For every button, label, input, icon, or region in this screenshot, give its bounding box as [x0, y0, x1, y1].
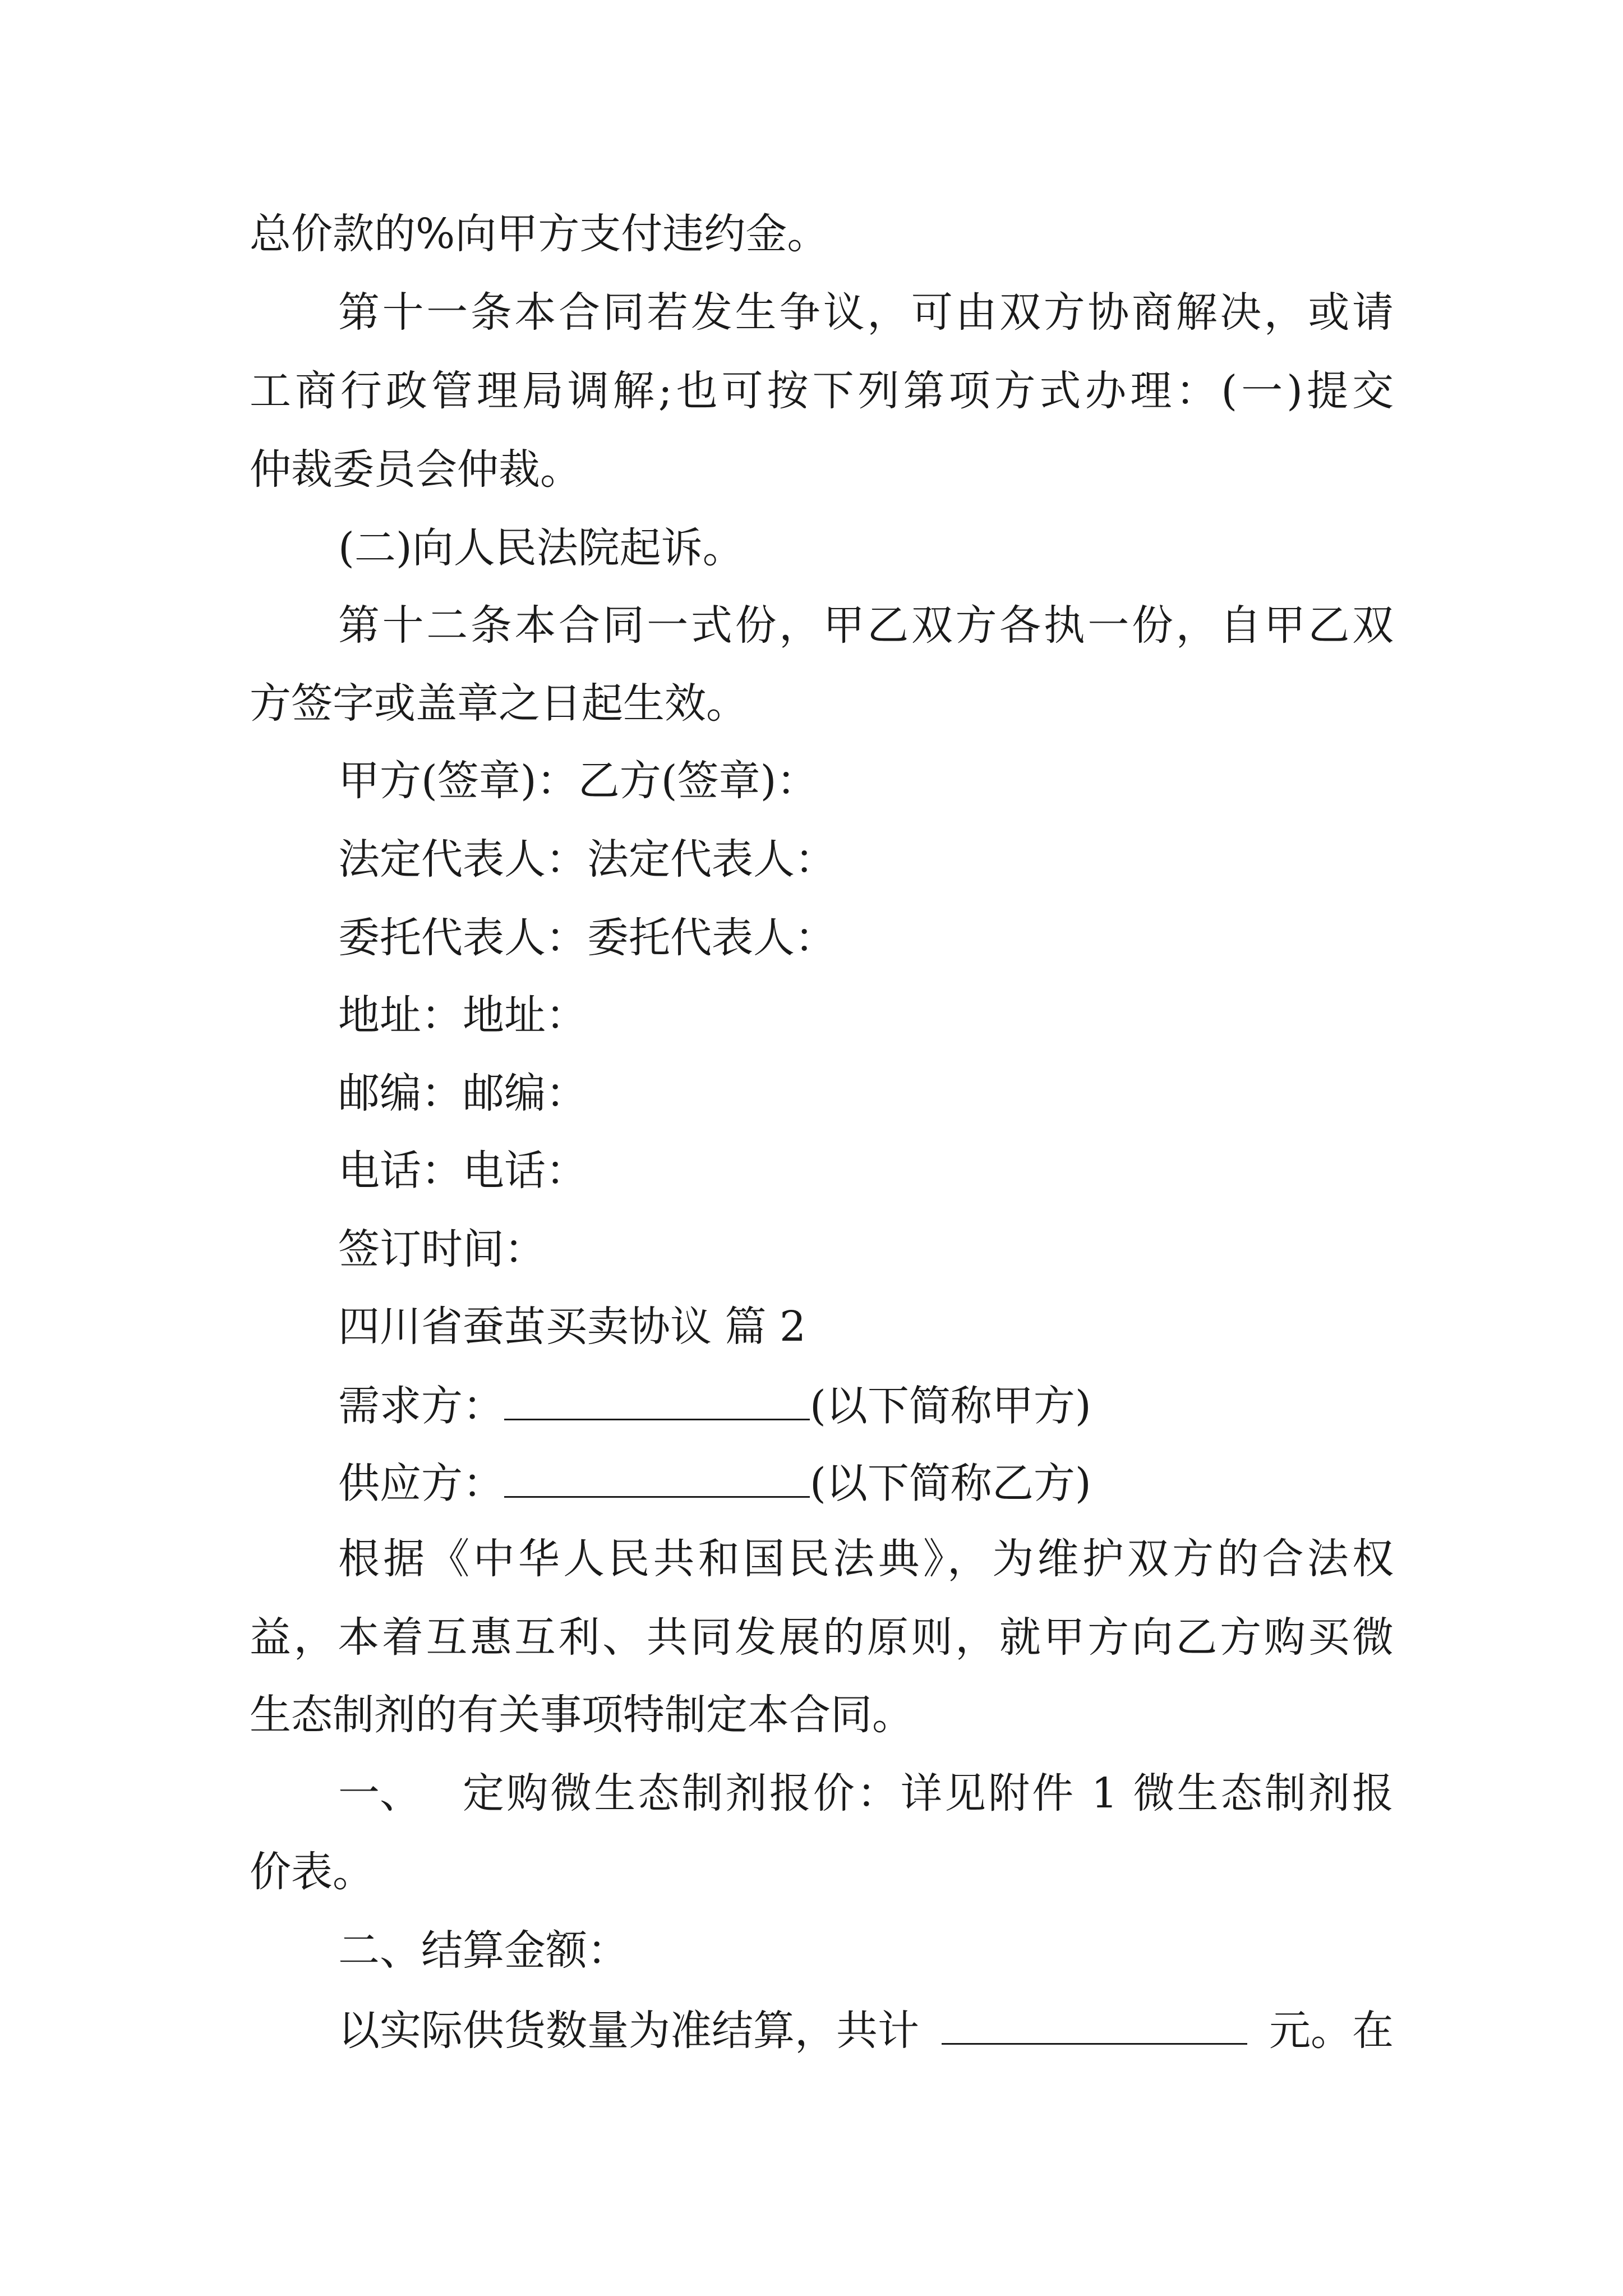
signature-line-party: 甲方(签章)：乙方(签章)： [338, 757, 818, 805]
settlement-prefix: 以实际供货数量为准结算，共计 [338, 2006, 919, 2055]
item-one-prefix: 一、 [338, 1769, 421, 1818]
signature-line-phone: 电话：电话： [338, 1147, 587, 1195]
supply-label: 供应方： [338, 1459, 504, 1508]
signature-line-address: 地址：地址： [338, 991, 587, 1039]
paragraph-line: 第十二条本合同一式份，甲乙双方各执一份，自甲乙双 [338, 601, 1394, 650]
paragraph-line: 仲裁委员会仲裁。 [250, 445, 582, 494]
paragraph-line: 工商行政管理局调解;也可按下列第项方式办理：(一)提交 [250, 367, 1394, 415]
item-two-line: 二、结算金额： [338, 1926, 629, 1975]
document-page [250, 0, 1394, 2296]
demand-blank [504, 1383, 810, 1420]
paragraph-line: 方签字或盖章之日起生效。 [250, 679, 748, 728]
paragraph-line: 根据《中华人民共和国民法典》，为维护双方的合法权 [338, 1535, 1394, 1583]
signature-line-legal-rep: 法定代表人：法定代表人： [338, 835, 836, 884]
supply-party-line [338, 1459, 1091, 1508]
demand-party-line [338, 1382, 1091, 1430]
paragraph-line: 益，本着互惠互利、共同发展的原则，就甲方向乙方购买微 [250, 1613, 1394, 1662]
signature-line-postcode: 邮编：邮编： [338, 1069, 587, 1117]
item-one-line [338, 1769, 1394, 1818]
supply-suffix: (以下简称乙方) [810, 1459, 1091, 1508]
paragraph-line: 生态制剂的有关事项特制定本合同。 [250, 1691, 914, 1739]
paragraph-line: (二)向人民法院起诉。 [338, 524, 744, 572]
supply-blank [504, 1460, 810, 1498]
settlement-blank [942, 2007, 1247, 2045]
section-heading: 四川省蚕茧买卖协议 篇 2 [338, 1303, 806, 1351]
demand-label: 需求方： [338, 1382, 504, 1430]
paragraph-line: 总价款的%向甲方支付违约金。 [250, 210, 829, 258]
paragraph-line: 价表。 [250, 1848, 374, 1896]
signature-line-agent: 委托代表人：委托代表人： [338, 914, 836, 962]
signature-line-date: 签订时间： [338, 1225, 546, 1273]
settlement-suffix: 元。在 [1269, 2006, 1394, 2055]
demand-suffix: (以下简称甲方) [810, 1382, 1091, 1430]
settlement-line [338, 2006, 1394, 2055]
item-one-text: 定购微生态制剂报价：详见附件 1 微生态制剂报 [463, 1769, 1394, 1818]
paragraph-line: 第十一条本合同若发生争议，可由双方协商解决，或请 [338, 288, 1394, 337]
